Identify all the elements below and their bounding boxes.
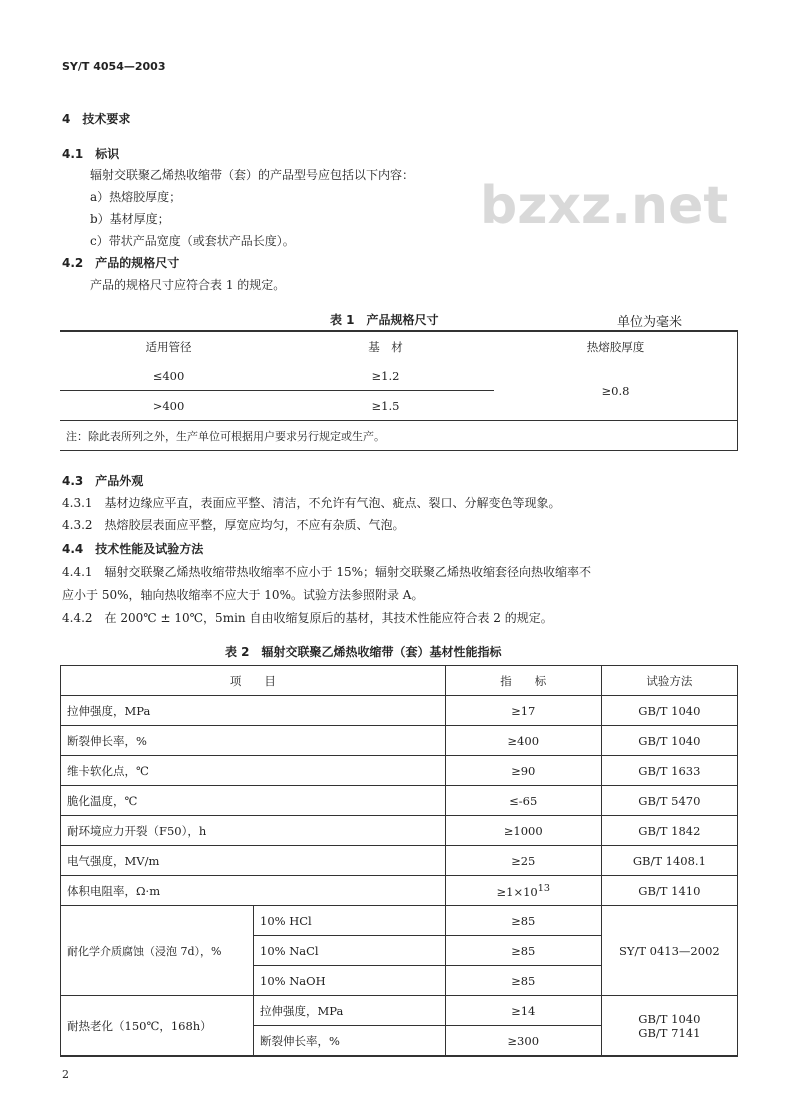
value-cell: ≥14 — [445, 996, 601, 1026]
item-cell: 耐环境应力开裂（F50），h — [61, 816, 446, 846]
table2-header: 试验方法 — [601, 666, 737, 696]
section-4-3-1: 4.3.1 基材边缘应平直，表面应平整、清洁，不允许有气泡、疵点、裂口、分解变色等现象。 — [62, 496, 561, 510]
value-exponent: 13 — [537, 882, 550, 894]
section-4-4-heading: 4.4 技术性能及试验方法 — [62, 542, 204, 556]
table1-cell: ≥1.5 — [277, 391, 494, 421]
table-row — [61, 846, 738, 876]
method-cell: GB/T 5470 — [601, 786, 737, 816]
method-line: GB/T 1040 — [638, 1011, 701, 1026]
table-row — [61, 906, 738, 936]
item-cell: 拉伸强度，MPa — [61, 696, 446, 726]
value-text: ≥1×10 — [496, 884, 538, 899]
sub-item-cell: 10% HCl — [254, 906, 446, 936]
method-cell: GB/T 1410 — [601, 876, 737, 906]
table1-cell: ≥0.8 — [494, 361, 738, 421]
table-row — [61, 816, 738, 846]
table-row — [61, 696, 738, 726]
table2-title: 表 2 辐射交联聚乙烯热收缩带（套）基材性能指标 — [225, 645, 502, 659]
table-row — [61, 726, 738, 756]
item-cell: 维卡软化点，℃ — [61, 756, 446, 786]
table1-cell: ≤400 — [60, 361, 277, 391]
section-4-3-heading: 4.3 产品外观 — [62, 474, 144, 488]
item-cell: 耐化学介质腐蚀（浸泡 7d），% — [61, 906, 254, 996]
section-4-4-2: 4.4.2 在 200℃ ± 10℃，5min 自由收缩复原后的基材，其技术性能应符合表 2 的规定。 — [62, 611, 553, 625]
value-cell — [445, 876, 601, 906]
table1-title: 表 1 产品规格尺寸 — [330, 313, 439, 327]
table1-header: 适用管径 — [60, 331, 277, 361]
item-cell: 耐热老化（150℃，168h） — [61, 996, 254, 1057]
page-number: 2 — [62, 1068, 69, 1081]
value-cell: ≥90 — [445, 756, 601, 786]
value-cell: ≥25 — [445, 846, 601, 876]
section-4-1-text: 辐射交联聚乙烯热收缩带（套）的产品型号应包括以下内容： — [90, 168, 415, 182]
section-4-4-1-line2: 应小于 50%，轴向热收缩率不应大于 10%。试验方法参照附录 A。 — [62, 588, 424, 602]
item-cell: 电气强度，MV/m — [61, 846, 446, 876]
table1-cell: ≥1.2 — [277, 361, 494, 391]
item-cell: 断裂伸长率，% — [61, 726, 446, 756]
value-cell: ≥17 — [445, 696, 601, 726]
method-cell: GB/T 1040 — [601, 696, 737, 726]
item-cell: 脆化温度，℃ — [61, 786, 446, 816]
table2-header: 项 目 — [61, 666, 446, 696]
table1-note: 注：除此表所列之外，生产单位可根据用户要求另行规定或生产。 — [60, 421, 738, 451]
table1-cell: >400 — [60, 391, 277, 421]
table2 — [60, 665, 738, 1057]
list-item-a: a）热熔胶厚度； — [90, 190, 182, 204]
value-cell: ≥400 — [445, 726, 601, 756]
section-4-1-heading: 4.1 标识 — [62, 147, 120, 161]
table-row — [61, 996, 738, 1026]
value-cell: ≤-65 — [445, 786, 601, 816]
table-row — [61, 786, 738, 816]
table-row — [61, 876, 738, 906]
section-4-3-2: 4.3.2 热熔胶层表面应平整，厚宽应均匀，不应有杂质、气泡。 — [62, 518, 405, 532]
sub-item-cell: 断裂伸长率，% — [254, 1026, 446, 1057]
list-item-b: b）基材厚度； — [90, 212, 170, 226]
value-cell: ≥85 — [445, 936, 601, 966]
method-line: GB/T 7141 — [638, 1025, 701, 1040]
standard-code: SY/T 4054—2003 — [62, 60, 166, 73]
list-item-c: c）带状产品宽度（或套状产品长度）。 — [90, 234, 295, 248]
method-cell: GB/T 1633 — [601, 756, 737, 786]
sub-item-cell: 拉伸强度，MPa — [254, 996, 446, 1026]
method-cell: GB/T 1408.1 — [601, 846, 737, 876]
table1 — [60, 330, 738, 451]
table1-unit: 单位为毫米 — [617, 315, 683, 330]
value-cell: ≥85 — [445, 906, 601, 936]
value-cell: ≥1000 — [445, 816, 601, 846]
table1-header: 基 材 — [277, 331, 494, 361]
section-4-4-1-line1: 4.4.1 辐射交联聚乙烯热收缩带热收缩率不应小于 15%；辐射交联聚乙烯热收缩套径向热收缩率不 — [62, 565, 592, 579]
table-row — [61, 756, 738, 786]
watermark: bzxz.net — [480, 176, 729, 236]
value-cell: ≥85 — [445, 966, 601, 996]
method-cell — [601, 996, 737, 1057]
method-cell: GB/T 1842 — [601, 816, 737, 846]
method-cell: SY/T 0413—2002 — [601, 906, 737, 996]
method-cell: GB/T 1040 — [601, 726, 737, 756]
table1-header: 热熔胶厚度 — [494, 331, 738, 361]
item-cell: 体积电阻率，Ω·m — [61, 876, 446, 906]
sub-item-cell: 10% NaOH — [254, 966, 446, 996]
table2-header: 指 标 — [445, 666, 601, 696]
sub-item-cell: 10% NaCl — [254, 936, 446, 966]
section-4-2-text: 产品的规格尺寸应符合表 1 的规定。 — [90, 278, 286, 292]
section-4-2-heading: 4.2 产品的规格尺寸 — [62, 256, 180, 270]
value-cell: ≥300 — [445, 1026, 601, 1057]
section-4-heading: 4 技术要求 — [62, 112, 131, 126]
